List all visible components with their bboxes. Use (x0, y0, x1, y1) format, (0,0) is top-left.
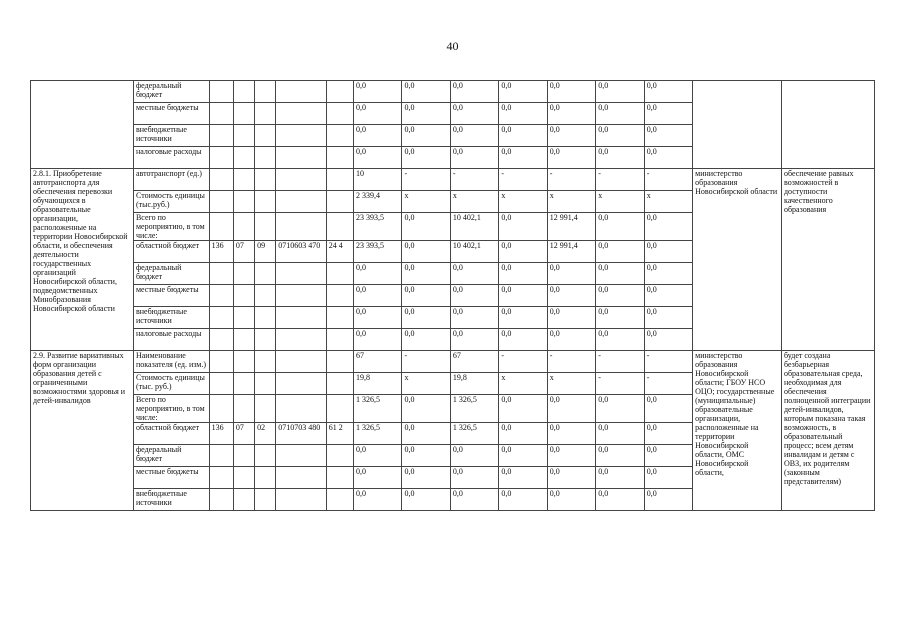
value-cell: 0,0 (644, 103, 692, 125)
value-cell: 0,0 (644, 125, 692, 147)
value-cell: 0,0 (450, 489, 498, 511)
value-cell: - (402, 351, 450, 373)
code-cell-rz (233, 307, 254, 329)
value-cell: 19,8 (450, 373, 498, 395)
code-cell-csr (276, 103, 326, 125)
value-cell: 0,0 (547, 147, 595, 169)
value-cell: x (499, 191, 547, 213)
code-cell-vr (326, 307, 353, 329)
code-cell-grbs: 136 (209, 423, 233, 445)
code-cell-grbs (209, 307, 233, 329)
code-cell-rz (233, 103, 254, 125)
funding-source-cell: Всего по мероприятию, в том числе: (133, 213, 209, 241)
table-row (31, 169, 875, 191)
code-cell-pr (255, 489, 276, 511)
value-cell: 0,0 (547, 103, 595, 125)
value-cell: 0,0 (644, 81, 692, 103)
code-cell-vr (326, 489, 353, 511)
code-cell-grbs (209, 489, 233, 511)
value-cell: 0,0 (353, 307, 401, 329)
value-cell: - (402, 169, 450, 191)
item-title-cell (31, 81, 134, 169)
value-cell: - (547, 351, 595, 373)
code-cell-grbs (209, 191, 233, 213)
code-cell-pr (255, 445, 276, 467)
value-cell: 0,0 (353, 125, 401, 147)
value-cell: 0,0 (547, 467, 595, 489)
value-cell: - (499, 351, 547, 373)
value-cell: 1 326,5 (353, 423, 401, 445)
value-cell: 0,0 (353, 445, 401, 467)
value-cell: 0,0 (499, 103, 547, 125)
value-cell: 0,0 (450, 445, 498, 467)
value-cell: 0,0 (644, 213, 692, 241)
value-cell: 0,0 (450, 125, 498, 147)
value-cell: - (596, 351, 644, 373)
value-cell: 0,0 (353, 467, 401, 489)
value-cell: 0,0 (353, 103, 401, 125)
value-cell: 0,0 (596, 445, 644, 467)
value-cell: - (644, 373, 692, 395)
value-cell: 0,0 (402, 285, 450, 307)
value-cell: 10 (353, 169, 401, 191)
value-cell: 0,0 (596, 423, 644, 445)
value-cell: 0,0 (499, 489, 547, 511)
value-cell: 0,0 (644, 467, 692, 489)
code-cell-csr (276, 467, 326, 489)
value-cell: 0,0 (596, 81, 644, 103)
code-cell-rz (233, 213, 254, 241)
value-cell: x (402, 373, 450, 395)
code-cell-vr (326, 445, 353, 467)
code-cell-vr (326, 373, 353, 395)
code-cell-grbs (209, 81, 233, 103)
value-cell: 0,0 (644, 329, 692, 351)
value-cell: 2 339,4 (353, 191, 401, 213)
code-cell-csr (276, 329, 326, 351)
value-cell: 0,0 (596, 395, 644, 423)
table-row (31, 81, 875, 103)
value-cell: - (644, 351, 692, 373)
value-cell: 0,0 (596, 241, 644, 263)
code-cell-rz: 07 (233, 423, 254, 445)
value-cell: 0,0 (499, 81, 547, 103)
value-cell: 0,0 (596, 329, 644, 351)
value-cell: 0,0 (499, 445, 547, 467)
code-cell-grbs (209, 147, 233, 169)
funding-source-cell: Стоимость единицы (тыс.руб.) (133, 191, 209, 213)
funding-source-cell: областной бюджет (133, 241, 209, 263)
code-cell-vr (326, 351, 353, 373)
value-cell: x (644, 191, 692, 213)
page-number: 40 (446, 39, 459, 53)
code-cell-pr (255, 395, 276, 423)
code-cell-vr (326, 395, 353, 423)
code-cell-pr (255, 169, 276, 191)
code-cell-rz (233, 125, 254, 147)
code-cell-rz (233, 147, 254, 169)
value-cell: 0,0 (402, 263, 450, 285)
item-title-cell: 2.8.1. Приобретение автотранспорта для обеспечения перевозки обучающихся в образовательные организации, расположенные на территории Новосибирской области, и обеспечения деятельности государственных организаций Новосибирской области, подведомственных Минобразования Новосибирской области (31, 169, 134, 351)
code-cell-grbs (209, 213, 233, 241)
value-cell: 23 393,5 (353, 241, 401, 263)
code-cell-vr (326, 213, 353, 241)
code-cell-csr (276, 351, 326, 373)
value-cell: - (596, 169, 644, 191)
code-cell-grbs (209, 445, 233, 467)
funding-source-cell: местные бюджеты (133, 103, 209, 125)
value-cell: 0,0 (402, 307, 450, 329)
code-cell-csr (276, 445, 326, 467)
value-cell: 0,0 (353, 489, 401, 511)
value-cell: 0,0 (547, 263, 595, 285)
value-cell: 0,0 (402, 241, 450, 263)
code-cell-vr (326, 147, 353, 169)
budget-table (30, 80, 875, 511)
value-cell: 1 326,5 (450, 395, 498, 423)
code-cell-vr (326, 125, 353, 147)
code-cell-rz (233, 285, 254, 307)
value-cell: 0,0 (596, 263, 644, 285)
code-cell-grbs (209, 373, 233, 395)
item-title-cell: 2.9. Развитие вариативных форм организации образования детей с ограниченными возможностями здоровья и детей-инвалидов (31, 351, 134, 511)
code-cell-csr (276, 213, 326, 241)
value-cell: 0,0 (450, 285, 498, 307)
code-cell-grbs (209, 351, 233, 373)
code-cell-grbs (209, 125, 233, 147)
value-cell: 0,0 (596, 489, 644, 511)
funding-source-cell: Стоимость единицы (тыс. руб.) (133, 373, 209, 395)
value-cell: 19,8 (353, 373, 401, 395)
value-cell: 0,0 (353, 81, 401, 103)
value-cell: x (499, 373, 547, 395)
value-cell: 0,0 (644, 285, 692, 307)
value-cell: 0,0 (596, 307, 644, 329)
value-cell: 0,0 (499, 329, 547, 351)
value-cell: 0,0 (499, 467, 547, 489)
value-cell: 0,0 (499, 147, 547, 169)
value-cell: 0,0 (402, 147, 450, 169)
value-cell: 23 393,5 (353, 213, 401, 241)
code-cell-csr (276, 263, 326, 285)
funding-source-cell: федеральный бюджет (133, 445, 209, 467)
funding-source-cell: Наименование показателя (ед. изм.) (133, 351, 209, 373)
value-cell: 0,0 (596, 125, 644, 147)
value-cell: x (450, 191, 498, 213)
value-cell: 0,0 (402, 213, 450, 241)
code-cell-pr (255, 329, 276, 351)
value-cell: 0,0 (499, 423, 547, 445)
value-cell: 12 991,4 (547, 213, 595, 241)
value-cell: 0,0 (402, 445, 450, 467)
code-cell-pr (255, 467, 276, 489)
code-cell-csr (276, 147, 326, 169)
code-cell-grbs (209, 263, 233, 285)
value-cell: 10 402,1 (450, 241, 498, 263)
value-cell: x (596, 191, 644, 213)
code-cell-pr: 02 (255, 423, 276, 445)
code-cell-rz (233, 81, 254, 103)
code-cell-grbs (209, 285, 233, 307)
code-cell-pr (255, 373, 276, 395)
code-cell-pr (255, 147, 276, 169)
code-cell-vr (326, 81, 353, 103)
value-cell: 0,0 (353, 329, 401, 351)
code-cell-vr (326, 191, 353, 213)
executor-cell: министерство образования Новосибирской области (693, 169, 782, 351)
value-cell: 0,0 (547, 329, 595, 351)
value-cell: 0,0 (402, 81, 450, 103)
value-cell: 1 326,5 (450, 423, 498, 445)
code-cell-pr (255, 263, 276, 285)
value-cell: 0,0 (596, 103, 644, 125)
code-cell-rz (233, 329, 254, 351)
value-cell: 1 326,5 (353, 395, 401, 423)
value-cell: 0,0 (596, 467, 644, 489)
funding-source-cell: Всего по мероприятию, в том числе: (133, 395, 209, 423)
value-cell: 0,0 (644, 445, 692, 467)
value-cell: 0,0 (547, 489, 595, 511)
value-cell: 0,0 (402, 125, 450, 147)
code-cell-pr (255, 103, 276, 125)
funding-source-cell: внебюджетные источники (133, 489, 209, 511)
code-cell-vr: 61 2 (326, 423, 353, 445)
code-cell-pr (255, 81, 276, 103)
code-cell-vr: 24 4 (326, 241, 353, 263)
value-cell: 0,0 (450, 467, 498, 489)
value-cell: 0,0 (547, 445, 595, 467)
code-cell-grbs (209, 329, 233, 351)
result-cell (781, 81, 874, 169)
value-cell: 0,0 (596, 213, 644, 241)
code-cell-csr (276, 489, 326, 511)
code-cell-grbs (209, 103, 233, 125)
value-cell: 0,0 (450, 103, 498, 125)
value-cell: 67 (450, 351, 498, 373)
value-cell: 0,0 (644, 423, 692, 445)
funding-source-cell: налоговые расходы (133, 147, 209, 169)
code-cell-pr (255, 191, 276, 213)
code-cell-csr (276, 285, 326, 307)
result-cell: обеспечение равных возможностей в доступности качественного образования (781, 169, 874, 351)
value-cell: 0,0 (353, 285, 401, 307)
value-cell: - (596, 373, 644, 395)
code-cell-rz (233, 445, 254, 467)
code-cell-rz (233, 489, 254, 511)
code-cell-rz (233, 191, 254, 213)
funding-source-cell: федеральный бюджет (133, 81, 209, 103)
value-cell: 0,0 (402, 395, 450, 423)
code-cell-vr (326, 263, 353, 285)
value-cell: 0,0 (499, 125, 547, 147)
funding-source-cell: внебюджетные источники (133, 307, 209, 329)
code-cell-csr: 0710703 480 (276, 423, 326, 445)
value-cell: 0,0 (547, 285, 595, 307)
code-cell-rz: 07 (233, 241, 254, 263)
value-cell: x (547, 373, 595, 395)
code-cell-pr (255, 213, 276, 241)
code-cell-rz (233, 169, 254, 191)
value-cell: 0,0 (450, 307, 498, 329)
value-cell: 0,0 (450, 329, 498, 351)
value-cell: x (402, 191, 450, 213)
code-cell-grbs (209, 467, 233, 489)
funding-source-cell: областной бюджет (133, 423, 209, 445)
value-cell: - (499, 169, 547, 191)
value-cell: 0,0 (402, 329, 450, 351)
code-cell-pr: 09 (255, 241, 276, 263)
code-cell-grbs (209, 395, 233, 423)
code-cell-csr (276, 395, 326, 423)
value-cell: 12 991,4 (547, 241, 595, 263)
code-cell-rz (233, 351, 254, 373)
code-cell-csr (276, 373, 326, 395)
value-cell: 10 402,1 (450, 213, 498, 241)
value-cell: 0,0 (644, 307, 692, 329)
value-cell: 0,0 (547, 395, 595, 423)
code-cell-rz (233, 263, 254, 285)
value-cell: 0,0 (499, 285, 547, 307)
value-cell: 0,0 (499, 263, 547, 285)
funding-source-cell: внебюджетные источники (133, 125, 209, 147)
code-cell-rz (233, 467, 254, 489)
code-cell-vr (326, 285, 353, 307)
funding-source-cell: федеральный бюджет (133, 263, 209, 285)
value-cell: 0,0 (547, 307, 595, 329)
code-cell-pr (255, 125, 276, 147)
code-cell-vr (326, 169, 353, 191)
value-cell: 0,0 (499, 241, 547, 263)
value-cell: 0,0 (450, 263, 498, 285)
value-cell: 0,0 (450, 81, 498, 103)
value-cell: 0,0 (499, 213, 547, 241)
code-cell-csr (276, 307, 326, 329)
value-cell: 0,0 (644, 241, 692, 263)
value-cell: 0,0 (353, 263, 401, 285)
code-cell-pr (255, 307, 276, 329)
value-cell: 67 (353, 351, 401, 373)
funding-source-cell: местные бюджеты (133, 285, 209, 307)
code-cell-pr (255, 351, 276, 373)
value-cell: 0,0 (402, 467, 450, 489)
code-cell-rz (233, 395, 254, 423)
value-cell: 0,0 (644, 147, 692, 169)
code-cell-csr: 0710603 470 (276, 241, 326, 263)
funding-source-cell: автотранспорт (ед.) (133, 169, 209, 191)
value-cell: 0,0 (547, 125, 595, 147)
code-cell-vr (326, 103, 353, 125)
code-cell-rz (233, 373, 254, 395)
value-cell: 0,0 (644, 395, 692, 423)
value-cell: 0,0 (499, 395, 547, 423)
funding-source-cell: налоговые расходы (133, 329, 209, 351)
code-cell-csr (276, 191, 326, 213)
code-cell-vr (326, 467, 353, 489)
executor-cell: министерство образования Новосибирской области; ГБОУ НСО ОЦО; государственные (муниципальные) образовательные организации, расположенные на территории Новосибирской области, ОМС Новосибирской области, (693, 351, 782, 511)
executor-cell (693, 81, 782, 169)
value-cell: 0,0 (402, 103, 450, 125)
value-cell: 0,0 (353, 147, 401, 169)
code-cell-csr (276, 125, 326, 147)
value-cell: 0,0 (450, 147, 498, 169)
value-cell: 0,0 (499, 307, 547, 329)
value-cell: x (547, 191, 595, 213)
result-cell: будет создана безбарьерная образовательная среда, необходимая для обеспечения полноценной интеграции детей-инвалидов, которым показана такая возможность, в образовательный процесс; всем детям инвалидам и детям с ОВЗ, их родителям (законным представителям) (781, 351, 874, 511)
code-cell-vr (326, 329, 353, 351)
value-cell: 0,0 (596, 285, 644, 307)
value-cell: 0,0 (547, 423, 595, 445)
value-cell: - (644, 169, 692, 191)
value-cell: 0,0 (596, 147, 644, 169)
code-cell-csr (276, 81, 326, 103)
code-cell-grbs (209, 169, 233, 191)
value-cell: 0,0 (644, 263, 692, 285)
code-cell-csr (276, 169, 326, 191)
value-cell: 0,0 (547, 81, 595, 103)
code-cell-pr (255, 285, 276, 307)
code-cell-grbs: 136 (209, 241, 233, 263)
value-cell: - (450, 169, 498, 191)
funding-source-cell: местные бюджеты (133, 467, 209, 489)
value-cell: 0,0 (644, 489, 692, 511)
value-cell: 0,0 (402, 489, 450, 511)
value-cell: 0,0 (402, 423, 450, 445)
value-cell: - (547, 169, 595, 191)
table-row (31, 351, 875, 373)
